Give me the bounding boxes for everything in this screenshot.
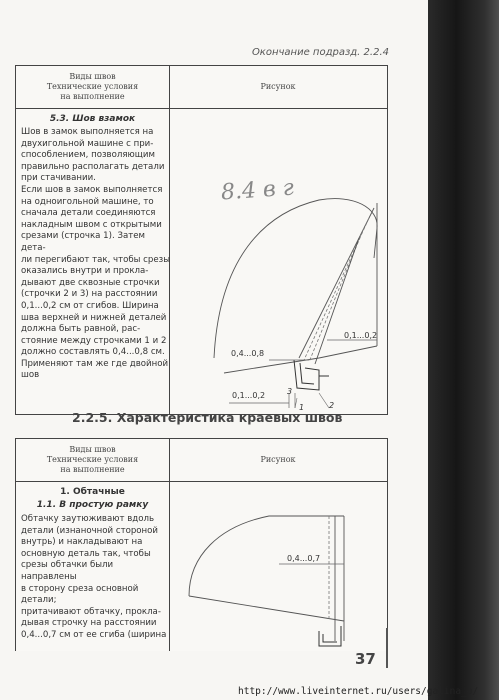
text-line: на одноигольной машине, то — [21, 196, 154, 207]
text-line: ли перегибают так, чтобы срезы — [21, 254, 171, 265]
text-line: основную деталь так, чтобы — [21, 548, 151, 559]
section-title: 5.3. Шов взамок — [49, 114, 136, 124]
label-stitch-2: 2 — [329, 401, 335, 410]
text-line: притачивают обтачку, прокла- — [21, 606, 161, 617]
header-line: Технические условия — [46, 82, 139, 91]
seam-cross-section — [300, 363, 314, 384]
seam-fold — [315, 238, 359, 364]
text-line: стояние между строчками 1 и 2 — [21, 335, 167, 346]
footer-url[interactable]: http://www.liveinternet.ru/users/galina_o/ — [238, 686, 479, 697]
seam-cross-section — [294, 360, 319, 390]
text-line: правильно располагать детали — [21, 161, 165, 172]
text-line: дывая строчку на расстоянии — [21, 618, 157, 629]
seam-cross-section — [319, 626, 341, 646]
text-line: шва верхней и нижней деталей — [21, 312, 167, 323]
section-body-text — [21, 127, 171, 382]
header-line: Виды швов — [69, 445, 116, 454]
table-edge-seams — [15, 438, 388, 651]
text-line: двухигольной машине с при- — [21, 138, 154, 149]
label-dim-mid: 0,4...0,8 — [231, 349, 265, 358]
header-line: на выполнение — [60, 92, 125, 101]
text-line: внутрь) и накладывают на — [21, 537, 143, 548]
header-line: Виды швов — [69, 72, 116, 81]
text-line: 0,1...0,2 см от сгибов. Ширина — [21, 300, 159, 311]
text-line: способлением, позволяющим — [21, 150, 155, 161]
text-line: Обтачку заутюживают вдоль — [21, 514, 155, 524]
text-line: 0,4...0,7 см от ее сгиба (ширина — [21, 629, 167, 640]
running-head: Окончание подразд. 2.2.4 — [251, 47, 389, 58]
section-heading: 2.2.5. Характеристика краевых швов — [72, 410, 343, 425]
seam-lock-figure — [169, 108, 387, 414]
page-number-rule — [386, 628, 388, 668]
text-line: срезы обтачки были направлены — [21, 560, 114, 582]
text-line: оказались внутри и прокла- — [21, 266, 149, 277]
section-subtitle: 1.1. В простую рамку — [36, 500, 149, 510]
text-line: (строчки 2 и 3) на расстоянии — [21, 289, 158, 300]
label-stitch-1: 1 — [299, 403, 305, 412]
text-line: Шов в замок выполняется на — [21, 127, 154, 137]
section-title: 1. Обтачные — [60, 487, 125, 497]
text-line: шов — [21, 370, 40, 381]
label-dim-top-right: 0,1...0,2 — [344, 331, 378, 340]
text-line: срезами (строчка 1). Затем дета- — [21, 231, 146, 253]
label-dim: 0,4...0,7 — [287, 554, 321, 563]
label-stitch-3: 3 — [287, 387, 293, 396]
section-body-text — [21, 514, 171, 642]
label-dim-bottom-left: 0,1...0,2 — [232, 391, 266, 400]
text-line: Если шов в замок выполняется — [21, 184, 163, 195]
header-line: Технические условия — [46, 455, 139, 464]
table-header-left — [16, 445, 169, 475]
header-line: на выполнение — [60, 465, 125, 474]
table-header-left — [16, 72, 169, 102]
book-spine — [428, 0, 499, 700]
table-seam-lock — [15, 65, 388, 415]
text-line: при стачивании. — [21, 173, 96, 184]
text-line: накладным швом с открытыми — [21, 219, 162, 230]
handwritten-note: 8.4 в г — [220, 175, 295, 206]
text-line: Применяют там же где двойной — [21, 358, 169, 369]
text-line: дывают две сквозные строчки — [21, 277, 160, 288]
fabric-edge — [319, 346, 377, 358]
table-header-right: Рисунок — [260, 82, 296, 91]
simple-frame-figure — [169, 481, 387, 651]
fabric-outline — [189, 516, 344, 596]
leader-line — [319, 393, 329, 408]
fabric-edge — [189, 596, 344, 621]
text-line: в сторону среза основной детали; — [21, 583, 139, 606]
text-line: должно составлять 0,4...0,8 см. — [21, 347, 165, 358]
table-header-right: Рисунок — [260, 455, 296, 464]
text-line: должна быть равной, рас- — [21, 324, 141, 335]
text-line: сначала детали соединяются — [21, 208, 156, 219]
page-number: 37 — [355, 650, 376, 668]
text-line: детали (изнаночной стороной — [21, 525, 159, 536]
